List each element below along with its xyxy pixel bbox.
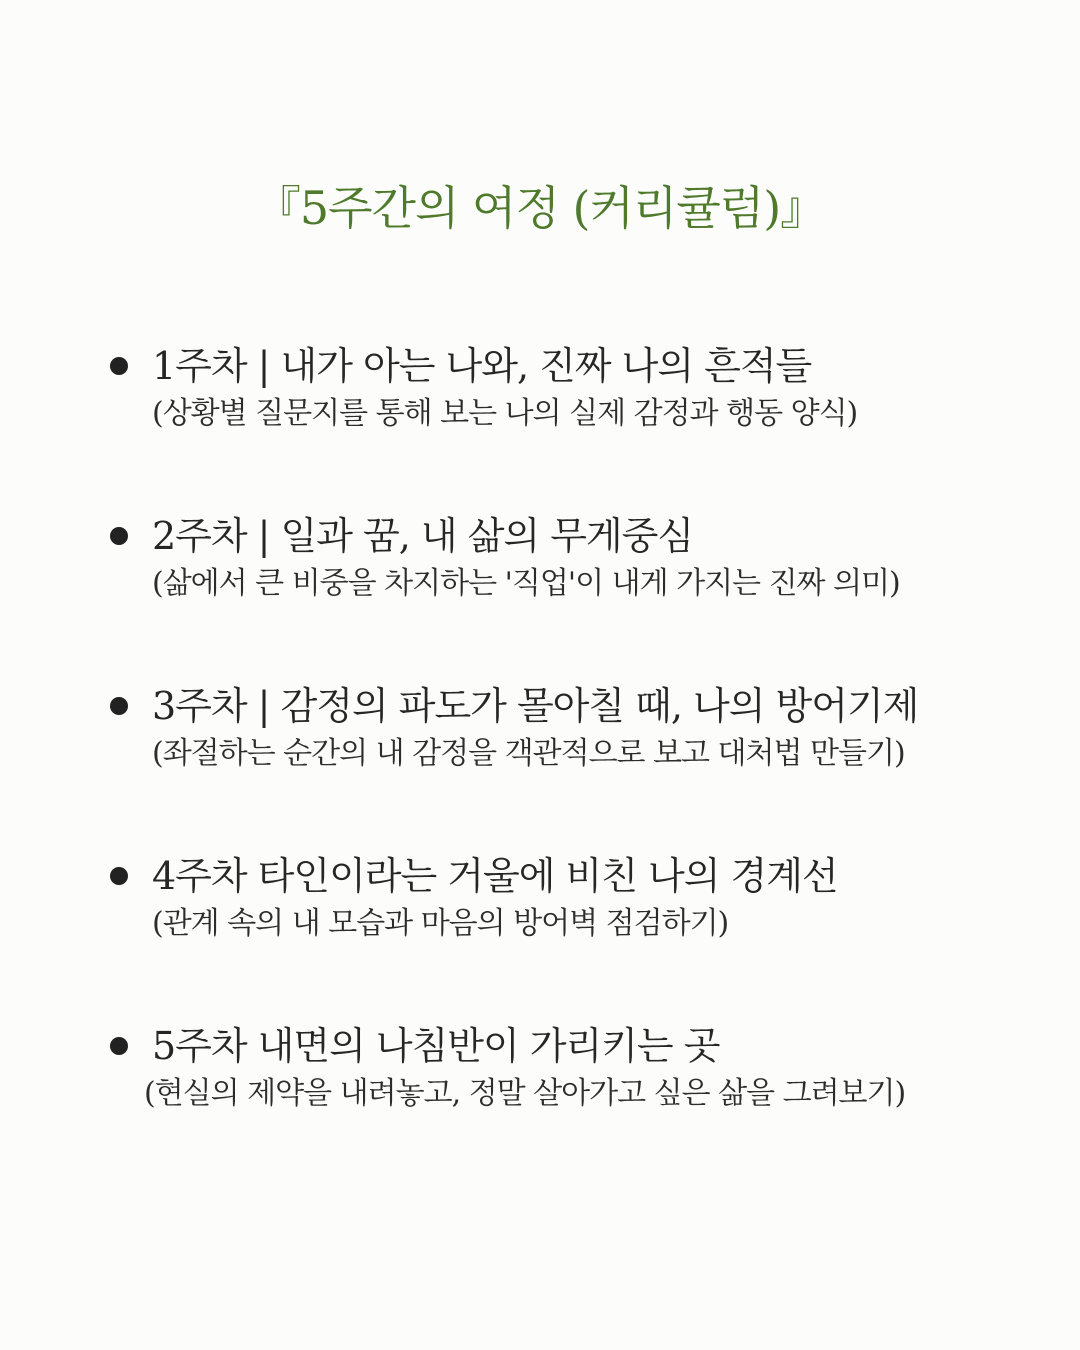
- bullet-icon: [110, 527, 128, 545]
- week-description: (현실의 제약을 내려놓고, 정말 살아가고 싶은 삶을 그려보기): [144, 1076, 906, 1111]
- week-title: 5주차 내면의 나침반이 가리키는 곳: [152, 1024, 720, 1068]
- week-item-5: [108, 1018, 988, 1111]
- week-item-1: [108, 338, 988, 431]
- week-title: 1주차 | 내가 아는 나와, 진짜 나의 흔적들: [152, 344, 812, 388]
- bullet-icon: [110, 867, 128, 885]
- week-title: 3주차 | 감정의 파도가 몰아칠 때, 나의 방어기제: [152, 684, 919, 728]
- week-item-2: [108, 508, 988, 601]
- bullet-icon: [110, 357, 128, 375]
- week-description: (좌절하는 순간의 내 감정을 객관적으로 보고 대처법 만들기): [152, 736, 905, 771]
- bullet-icon: [110, 697, 128, 715]
- week-title: 2주차 | 일과 꿈, 내 삶의 무게중심: [152, 514, 694, 558]
- page-title: 『5주간의 여정 (커리큘럼)』: [254, 181, 826, 235]
- bullet-icon: [110, 1037, 128, 1055]
- week-item-4: [108, 848, 988, 941]
- week-title: 4주차 타인이라는 거울에 비친 나의 경계선: [152, 854, 838, 898]
- week-description: (삶에서 큰 비중을 차지하는 '직업'이 내게 가지는 진짜 의미): [152, 566, 900, 601]
- week-description: (관계 속의 내 모습과 마음의 방어벽 점검하기): [152, 906, 729, 941]
- week-item-3: [108, 678, 988, 771]
- week-description: (상황별 질문지를 통해 보는 나의 실제 감정과 행동 양식): [152, 396, 858, 431]
